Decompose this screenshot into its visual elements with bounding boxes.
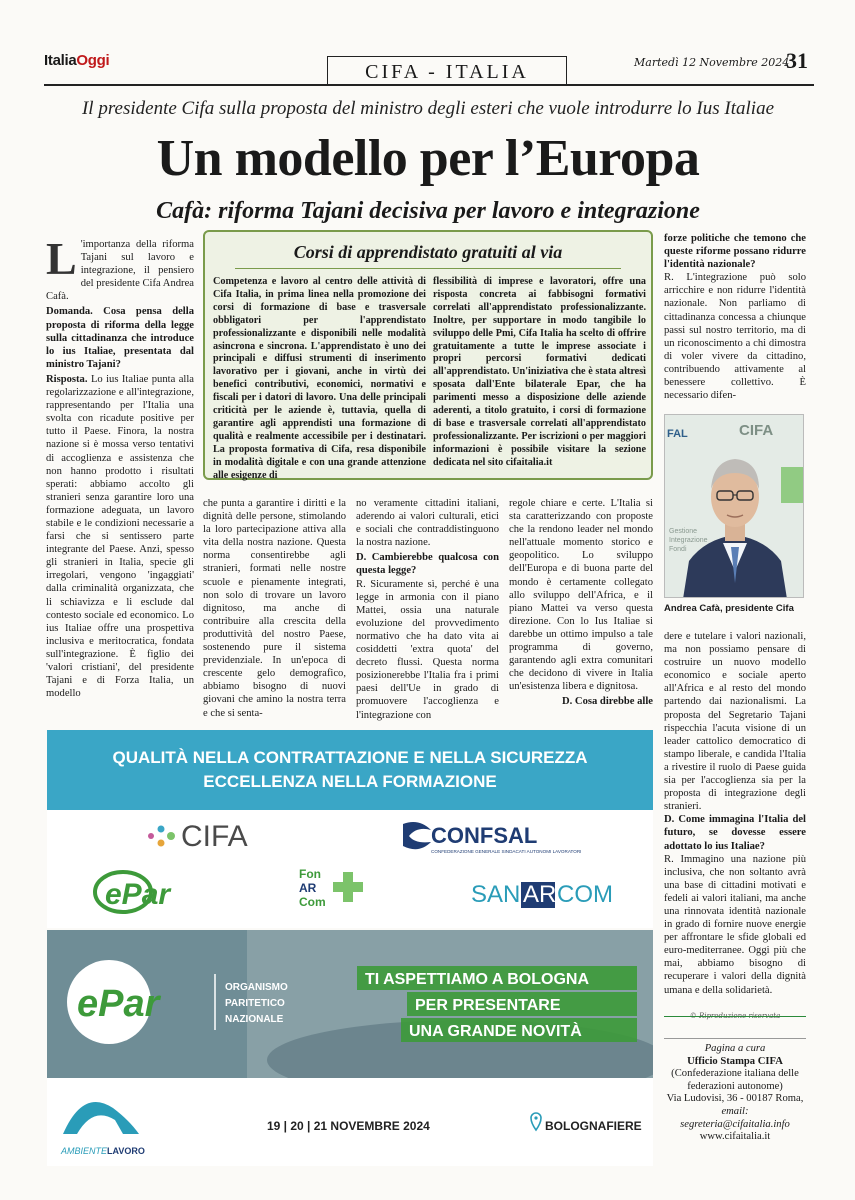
answer-4: R. Immagino una nazione più inclusiva, che non soltanto avrà una base di cittadini motivati e fedeli ai valori italiani, ma anche una rinnovata identità nazionale in grado di fornire nuove energie per affrontare le sfide globali ed euro-mediterranee. Oggi più che mai, abbiamo bisogno di recuperare i valori della dignità umana e della solidarietà. bbox=[664, 853, 806, 996]
article-column-5-top bbox=[664, 232, 806, 402]
epar-logo[interactable] bbox=[95, 872, 172, 912]
article-headline: Un modello per l’Europa bbox=[156, 130, 700, 187]
article-kicker: Il presidente Cifa sulla proposta del ministro degli esteri che vuole introdurre lo Ius Italiae bbox=[81, 98, 774, 119]
page-credit: Pagina a cura Ufficio Stampa CIFA (Confederazione italiana delle federazioni autonome) Via Ludovisi, 36 - 00187 Roma, email: segreteria@cifaitalia.info www.cifaitalia.it bbox=[664, 1038, 806, 1144]
confsal-logo[interactable] bbox=[403, 822, 581, 854]
question-1: Domanda. Cosa pensa della proposta di riforma della legge sulla cittadinanza che introduce lo ius Italiae, presentata dal ministro Tajani? bbox=[46, 306, 194, 370]
partner-logos-graphic bbox=[47, 810, 653, 928]
org-line-3: NAZIONALE bbox=[225, 1014, 284, 1025]
epar-big-logo: ePar bbox=[77, 983, 160, 1025]
svg-text:COM: COM bbox=[557, 881, 613, 908]
article-column-2: che punta a garantire i diritti e la dignità delle persone, stimolando la loro partecipazione attiva alla vita della nostra nazione. Questa norma consentirebbe agli stranieri, formati nelle nostre scuole e pienamente integrati, non solo di trovare un lavoro dignitoso, ma anche di contribuire alla crescita della produttività del nostro Paese, sostenendo pure il sistema previdenziale. In un'epoca di crescente gelo demografico, abbiamo bisogno di nuovi giovani che amino la nostra terra e che si senta- bbox=[203, 498, 346, 719]
article-column-1 bbox=[46, 233, 195, 700]
event-dates: 19 | 20 | 21 NOVEMBRE 2024 bbox=[267, 1119, 430, 1133]
box-column-left: Competenza e lavoro al centro delle attività di Cifa Italia, in prima linea nella promozione dei corsi di formazione di base e trasversale obbligatori per l'apprendistato professionalizzante e disponibili nelle modalità asincrona e sincrona. L'apprendistato è uno dei principali e diffusi strumenti di inserimento lavorativo per i giovani, anche in virtù dei benefici contributivi, economici, normativi e fiscali per i datori di lavoro. Una delle principali criticità per le aziende è, tuttavia, quella di garantire agli apprendisti una formazione di qualità e realmente accessibile per i destinatari. La proposta formativa di Cifa, resa disponibile in modalità digitale e con una grande attenzione alle esigenze di bbox=[213, 276, 426, 481]
box-title: Corsi di apprendistato gratuiti al via bbox=[293, 242, 563, 262]
confsal-logo-text: CONFSAL bbox=[431, 823, 538, 848]
page-number: 31 bbox=[786, 48, 808, 73]
promo-line-2: PER PRESENTARE bbox=[415, 997, 561, 1014]
article-subhead: Cafà: riforma Tajani decisiva per lavoro e integrazione bbox=[156, 198, 700, 224]
section-title: CIFA - ITALIA bbox=[327, 56, 567, 86]
cifa-logo[interactable] bbox=[148, 820, 248, 853]
promo-line-3: UNA GRANDE NOVITÀ bbox=[409, 1023, 582, 1040]
backdrop-brand-fal: FAL bbox=[667, 428, 688, 440]
org-line-2: PARITETICO bbox=[225, 998, 285, 1009]
newspaper-logo: ItaliaOggi bbox=[44, 52, 110, 69]
col3-paragraph-a: no veramente cittadini italiani, aderendo ai valori culturali, etici e sociali che contraddistinguono la nostra nazione. bbox=[356, 498, 499, 549]
ad-promo[interactable] bbox=[47, 930, 653, 1078]
venue-name: BOLOGNAFIERE bbox=[545, 1119, 642, 1133]
backdrop-text: Gestione Integrazione Fondi bbox=[669, 528, 708, 553]
issue-date: Martedì 12 Novembre 2024 bbox=[634, 56, 790, 69]
box-divider bbox=[235, 268, 621, 269]
intro-paragraph: L 'importanza della riforma Tajani sul lavoro e integrazione, il pensiero del presidente Cifa Andrea Cafà. bbox=[46, 233, 194, 303]
location-pin-icon bbox=[531, 1113, 541, 1130]
ad-banner[interactable] bbox=[47, 730, 653, 810]
col5-paragraph: dere e tutelare i valori nazionali, ma non possiamo pensare di costruire un nuovo modello economico e sociale aperto all'Africa e al resto del mondo partendo dai nazionalismi. La proposta del Segretario Tajani rispecchia l'acuta visione di un leader cattolico democratico di stampo liberale, e candida l'Italia a rivestire il ruolo di Paese guida sia per l'accoglienza sia per la proposta di integrazione degli stranieri. bbox=[664, 631, 806, 813]
cifa-logo-text: CIFA bbox=[181, 820, 248, 853]
question-2: D. Cambierebbe qualcosa con questa legge? bbox=[356, 552, 499, 577]
answer-2: R. Sicuramente sì, perché è una legge in armonia con il piano Mattei, ossia una naturale evoluzione del provvedimento normativo che ha dato vita ai cosiddetti 'extra quota' del decreto flussi. Questa norma posizionerebbe l'Italia fra i primi paesi dell'Ue in grado di promuovere l'accoglienza e l'integrazione con bbox=[356, 578, 499, 721]
article-column-4 bbox=[509, 497, 653, 709]
ambiente-lavoro-logo-2: LAVORO bbox=[107, 1146, 145, 1156]
org-line-1: ORGANISMO bbox=[225, 982, 288, 993]
svg-text:SAN: SAN bbox=[471, 881, 521, 908]
photo-caption: Andrea Cafà, presidente Cifa bbox=[664, 603, 794, 614]
ad-event-footer[interactable] bbox=[47, 1078, 653, 1166]
svg-text:AR: AR bbox=[299, 881, 317, 895]
answer-1: Risposta. Lo ius Italiae punta alla regolarizzazione e all'integrazione, rappresentando per l'Italia una svolta con ricadute positive per tutto il Paese. Finora, la nostra nazione si è mossa verso tentativi di accoglienza e assistenza che non hanno prodotto i risultati sperati: abbiamo accolto gli stranieri senza garantire loro una formazione adeguata, un lavoro stabile e le condizioni necessarie a farsi che si sentissero parte integrante del Paese. Anzi, spesso gli stranieri in Italia, specie gli irregolari, vengono 'ingaggiati' dalla criminalità organizzata, che li schiavizza e li esclude dal contesto sociale ed economico. Lo ius Italiae offre una prospettiva inclusiva e meritocratica, fondata sull'integrazione. È figlio dei 'valori cristiani', del presidente Tajani e di Forza Italia, un modello bbox=[46, 373, 195, 700]
drop-cap: L bbox=[46, 233, 77, 284]
event-footer-graphic bbox=[47, 1078, 653, 1166]
svg-text:Com: Com bbox=[299, 895, 326, 909]
epar-logo-text: ePar bbox=[105, 878, 171, 911]
ad-banner-line-2: ECCELLENZA NELLA FORMAZIONE bbox=[203, 772, 497, 791]
question-3-continued: forze politiche che temono che queste riforme possano ridurre l'identità nazionale? bbox=[664, 233, 806, 271]
svg-text:AR: AR bbox=[523, 881, 557, 908]
confsal-logo-subtitle: CONFEDERAZIONE GENERALE SINDACATI AUTONOMI LAVORATORI bbox=[431, 849, 582, 854]
sanarcom-logo[interactable] bbox=[471, 881, 613, 908]
box-column-right: flessibilità di imprese e lavoratori, offre una risposta concreta ai fabbisogni formativi correlati all'apprendistato professionalizzante. Inoltre, per supportare in modo tangibile lo sviluppo delle Pmi, Cifa Italia ha scelto di offrire gratuitamente a tutte le imprese associate i propri percorsi formativi dedicati all'apprendistato. Un'iniziativa che è stata altresì sposata dall'Ente bilaterale Epar, che ha parimenti messo a disposizione delle aziende aderenti, a titolo gratuito, i corsi di formazione di base e trasversale correlati all'apprendistato professionalizzante. Per iscrizioni o per maggiori informazioni è possibile visitare la sezione dedicata nel sito cifaitalia.it bbox=[433, 276, 646, 468]
article-column-3 bbox=[356, 497, 499, 722]
credit-website[interactable]: www.cifaitalia.it bbox=[699, 1131, 771, 1143]
ad-partner-logos bbox=[47, 810, 653, 928]
svg-text:Fon: Fon bbox=[299, 867, 321, 881]
reproduction-rule bbox=[664, 1016, 806, 1017]
page-header bbox=[44, 46, 814, 86]
col4-paragraph: regole chiare e certe. L'Italia si sta caratterizzando con proposte che la rendono leader nel mondo nell'attuale momento storico e geopolitico. Lo sviluppo dell'Europa e di buona parte del mondo è certamente collegato allo sviluppo dell'Africa, e il piano Mattei va verso questa direzione. Con lo Ius Italiae si darebbe un ottimo impulso a tale programma di governo, garantendo agli extra comunitari che decidono di vivere in Italia un'esistenza libera e dignitosa. bbox=[509, 498, 653, 693]
answer-3: R. L'integrazione può solo arricchire e non ridurre l'identità nazionale. Non parliamo di cittadinanza concessa a chiunque passi sul nostro territorio, ma di un riconoscimento a chi dimostra di voler vivere da cittadino, contribuendo attivamente al benessere collettivo. È necessario difen- bbox=[664, 272, 806, 402]
ad-promo-graphic bbox=[47, 930, 653, 1078]
apprenticeship-box bbox=[203, 230, 653, 480]
question-3: D. Cosa direbbe alle bbox=[561, 696, 653, 708]
portrait-photo bbox=[664, 414, 804, 598]
promo-line-1: TI ASPETTIAMO A BOLOGNA bbox=[365, 971, 589, 988]
credit-email[interactable]: segreteria@cifaitalia.info bbox=[680, 1118, 790, 1130]
article-column-5-bottom bbox=[664, 630, 806, 997]
fonarcom-logo[interactable] bbox=[299, 867, 363, 909]
ad-banner-line-1: QUALITÀ NELLA CONTRATTAZIONE E NELLA SICUREZZA bbox=[112, 748, 588, 767]
ambiente-lavoro-logo-1: AMBIENTE bbox=[61, 1146, 108, 1156]
question-4: D. Come immagina l'Italia del futuro, se dovesse essere adottato lo ius Italiae? bbox=[664, 814, 806, 852]
backdrop-brand-cifa: CIFA bbox=[739, 422, 774, 439]
portrait-illustration bbox=[665, 415, 804, 598]
reproduction-notice: © Riproduzione riservata bbox=[689, 1012, 781, 1020]
